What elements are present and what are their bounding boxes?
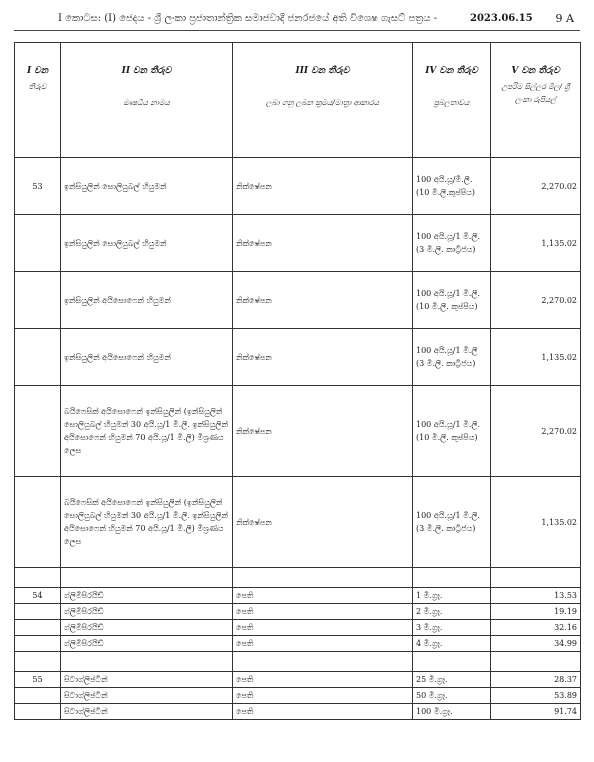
strength-cell: 4 මි.ග්‍රෑ.	[413, 636, 491, 652]
item-number-cell	[15, 329, 61, 386]
max-retail-price-cell: 19.19	[491, 604, 581, 620]
strength-cell: 3 මි.ග්‍රෑ.	[413, 620, 491, 636]
header-row	[15, 43, 581, 158]
strength-cell	[413, 568, 491, 588]
item-number-cell: 54	[15, 588, 61, 604]
col-header-5-num: V වන තීරුව	[511, 66, 560, 76]
dosage-form-cell: පෙති	[233, 688, 413, 704]
generic-name-cell: සිටාග්ලිප්ටින්	[61, 688, 233, 704]
item-number-cell	[15, 652, 61, 672]
strength-cell: 100 අයි.යූ/1 මි.ලී. (3 මි.ලී. කාට්‍රිජය)	[413, 477, 491, 568]
max-retail-price-cell: 2,270.02	[491, 272, 581, 329]
generic-name-cell: ග්ලිමිපිරයිඩ්	[61, 636, 233, 652]
item-number-cell	[15, 272, 61, 329]
dosage-form-cell: පෙති	[233, 704, 413, 720]
generic-name-cell: බයිෆෙසික් අයිසොෆෙන් ඉන්සියුලින් (ඉන්සියුලින් සොලියුබල් හියුමන් 30 අයි.යූ/1 මි.ලී. ඉන්සියුලින් අයිසොෆෙන් හියුමන් 70 අයි.යූ/1 මි.ලී) මිශ්‍රණය ලෙස	[61, 386, 233, 477]
max-retail-price-cell: 53.89	[491, 688, 581, 704]
max-retail-price-cell: 91.74	[491, 704, 581, 720]
table-body	[15, 158, 581, 720]
page-number: 9 A	[555, 12, 574, 25]
table-row	[15, 215, 581, 272]
item-number-cell	[15, 636, 61, 652]
col-header-1-num: I වන	[26, 66, 49, 76]
max-retail-price-cell: 2,270.02	[491, 158, 581, 215]
dosage-form-cell: නික්ෂේපන	[233, 272, 413, 329]
strength-cell	[413, 652, 491, 672]
strength-cell: 100 අයි.යූ/1 මි.ලී (3 මි.ලී. කාට්‍රිජය)	[413, 329, 491, 386]
item-number-cell	[15, 386, 61, 477]
dosage-form-cell: පෙති	[233, 636, 413, 652]
item-number-cell	[15, 477, 61, 568]
max-retail-price-cell: 1,135.02	[491, 477, 581, 568]
max-retail-price-cell: 32.16	[491, 620, 581, 636]
table-row	[15, 652, 581, 672]
strength-cell: 100 අයි.යූ/1 මි.ලී. (10 මි.ලී. කුප්පිය)	[413, 386, 491, 477]
table-row	[15, 620, 581, 636]
generic-name-cell: ග්ලිමිපිරයිඩ්	[61, 620, 233, 636]
max-retail-price-cell	[491, 652, 581, 672]
table-row	[15, 672, 581, 688]
generic-name-cell: ඉන්සියුලින් සොලියුබල් හියුමන්	[61, 215, 233, 272]
generic-name-cell: බයිෆෙසික් අයිසොෆෙන් ඉන්සියුලින් (ඉන්සියුලින් සොලියුබල් හියුමන් 30 අයි.යූ/1 මි.ලී. ඉන්සියුලින් අයිසොෆෙන් හියුමන් 70 අයි.යූ/1 මි.ලී) මිශ්‍රණය ලෙස	[61, 477, 233, 568]
dosage-form-cell	[233, 652, 413, 672]
col-header-4-num: IV වන තීරුව	[425, 66, 478, 76]
col-header-1-label: තීරුව	[28, 82, 47, 91]
table-row	[15, 636, 581, 652]
item-number-cell: 53	[15, 158, 61, 215]
price-table	[14, 42, 581, 720]
col-header-1	[15, 43, 61, 158]
item-number-cell	[15, 215, 61, 272]
table-row	[15, 158, 581, 215]
table-row	[15, 272, 581, 329]
strength-cell: 100 අයි.යූ/මි.ලී. (10 මි.ලී.කුප්පිය)	[413, 158, 491, 215]
generic-name-cell: ඉන්සියුලින් සොලියුබල් හියුමන්	[61, 158, 233, 215]
page-header	[18, 9, 580, 29]
header-rule	[14, 30, 580, 31]
col-header-4	[413, 43, 491, 158]
generic-name-cell	[61, 568, 233, 588]
table-row	[15, 477, 581, 568]
item-number-cell	[15, 604, 61, 620]
table-row	[15, 704, 581, 720]
table-row	[15, 588, 581, 604]
max-retail-price-cell: 13.53	[491, 588, 581, 604]
dosage-form-cell: නික්ෂේපන	[233, 215, 413, 272]
item-number-cell	[15, 620, 61, 636]
dosage-form-cell: පෙති	[233, 588, 413, 604]
table-row	[15, 568, 581, 588]
col-header-2-num: II වන තීරුව	[121, 66, 172, 76]
col-header-2-name: ඖෂධීය නාමය	[123, 98, 170, 107]
table-row	[15, 386, 581, 477]
col-header-3-num: III වන තීරුව	[295, 66, 350, 76]
max-retail-price-cell: 28.37	[491, 672, 581, 688]
item-number-cell: 55	[15, 672, 61, 688]
col-header-3-name: ලබා ගනු ලබන ක්‍රමය/මාත්‍රා ආකාරය	[266, 98, 379, 107]
dosage-form-cell: පෙති	[233, 604, 413, 620]
max-retail-price-cell	[491, 568, 581, 588]
strength-cell: 100 අයි.යූ/1 මි.ලී. (10 මි.ලී. කුප්පිය)	[413, 272, 491, 329]
generic-name-cell: ඉන්සියුලින් අයිසොෆෙන් හියුමන්	[61, 329, 233, 386]
dosage-form-cell: නික්ෂේපන	[233, 386, 413, 477]
table-row	[15, 329, 581, 386]
generic-name-cell: සිටාග්ලිප්ටින්	[61, 704, 233, 720]
item-number-cell	[15, 688, 61, 704]
dosage-form-cell: නික්ෂේපන	[233, 329, 413, 386]
col-header-5	[491, 43, 581, 158]
item-number-cell	[15, 704, 61, 720]
dosage-form-cell: පෙති	[233, 620, 413, 636]
strength-cell: 2 මි.ග්‍රෑ.	[413, 604, 491, 620]
strength-cell: 100 අයි.යූ/1 මි.ලී. (3 මි.ලී. කාට්‍රිජය)	[413, 215, 491, 272]
col-header-4-name: ප්‍රබලතාවය	[433, 98, 470, 107]
strength-cell: 100 මි.ග්‍රෑ.	[413, 704, 491, 720]
strength-cell: 25 මි.ග්‍රෑ.	[413, 672, 491, 688]
col-header-2	[61, 43, 233, 158]
generic-name-cell: ග්ලිමිපිරයිඩ්	[61, 588, 233, 604]
dosage-form-cell: නික්ෂේපන	[233, 158, 413, 215]
max-retail-price-cell: 2,270.02	[491, 386, 581, 477]
strength-cell: 1 මි.ග්‍රෑ.	[413, 588, 491, 604]
generic-name-cell: සිටාග්ලිප්ටින්	[61, 672, 233, 688]
dosage-form-cell	[233, 568, 413, 588]
dosage-form-cell: නික්ෂේපන	[233, 477, 413, 568]
table-row	[15, 688, 581, 704]
max-retail-price-cell: 1,135.02	[491, 215, 581, 272]
dosage-form-cell: පෙති	[233, 672, 413, 688]
header-date: 2023.06.15	[470, 13, 533, 24]
generic-name-cell: ඉන්සියුලින් අයිසොෆෙන් හියුමන්	[61, 272, 233, 329]
max-retail-price-cell: 1,135.02	[491, 329, 581, 386]
generic-name-cell	[61, 652, 233, 672]
max-retail-price-cell: 34.99	[491, 636, 581, 652]
generic-name-cell: ග්ලිමිපිරයිඩ්	[61, 604, 233, 620]
table-row	[15, 604, 581, 620]
item-number-cell	[15, 568, 61, 588]
header-text: I කොටස: (I) ජෙදය - ශ්‍රී ලංකා ප්‍රජාතාන්ත්‍රික සමාජවාදී ජනරජයේ අති විශෙෂ ගැසට් පත්‍රය -	[58, 13, 438, 24]
strength-cell: 50 මි.ග්‍රෑ.	[413, 688, 491, 704]
col-header-5-name: උපරිම සිල්ලර මිල/ ශ්‍රී ලංකා රුපියල්	[501, 82, 570, 104]
col-header-3	[233, 43, 413, 158]
